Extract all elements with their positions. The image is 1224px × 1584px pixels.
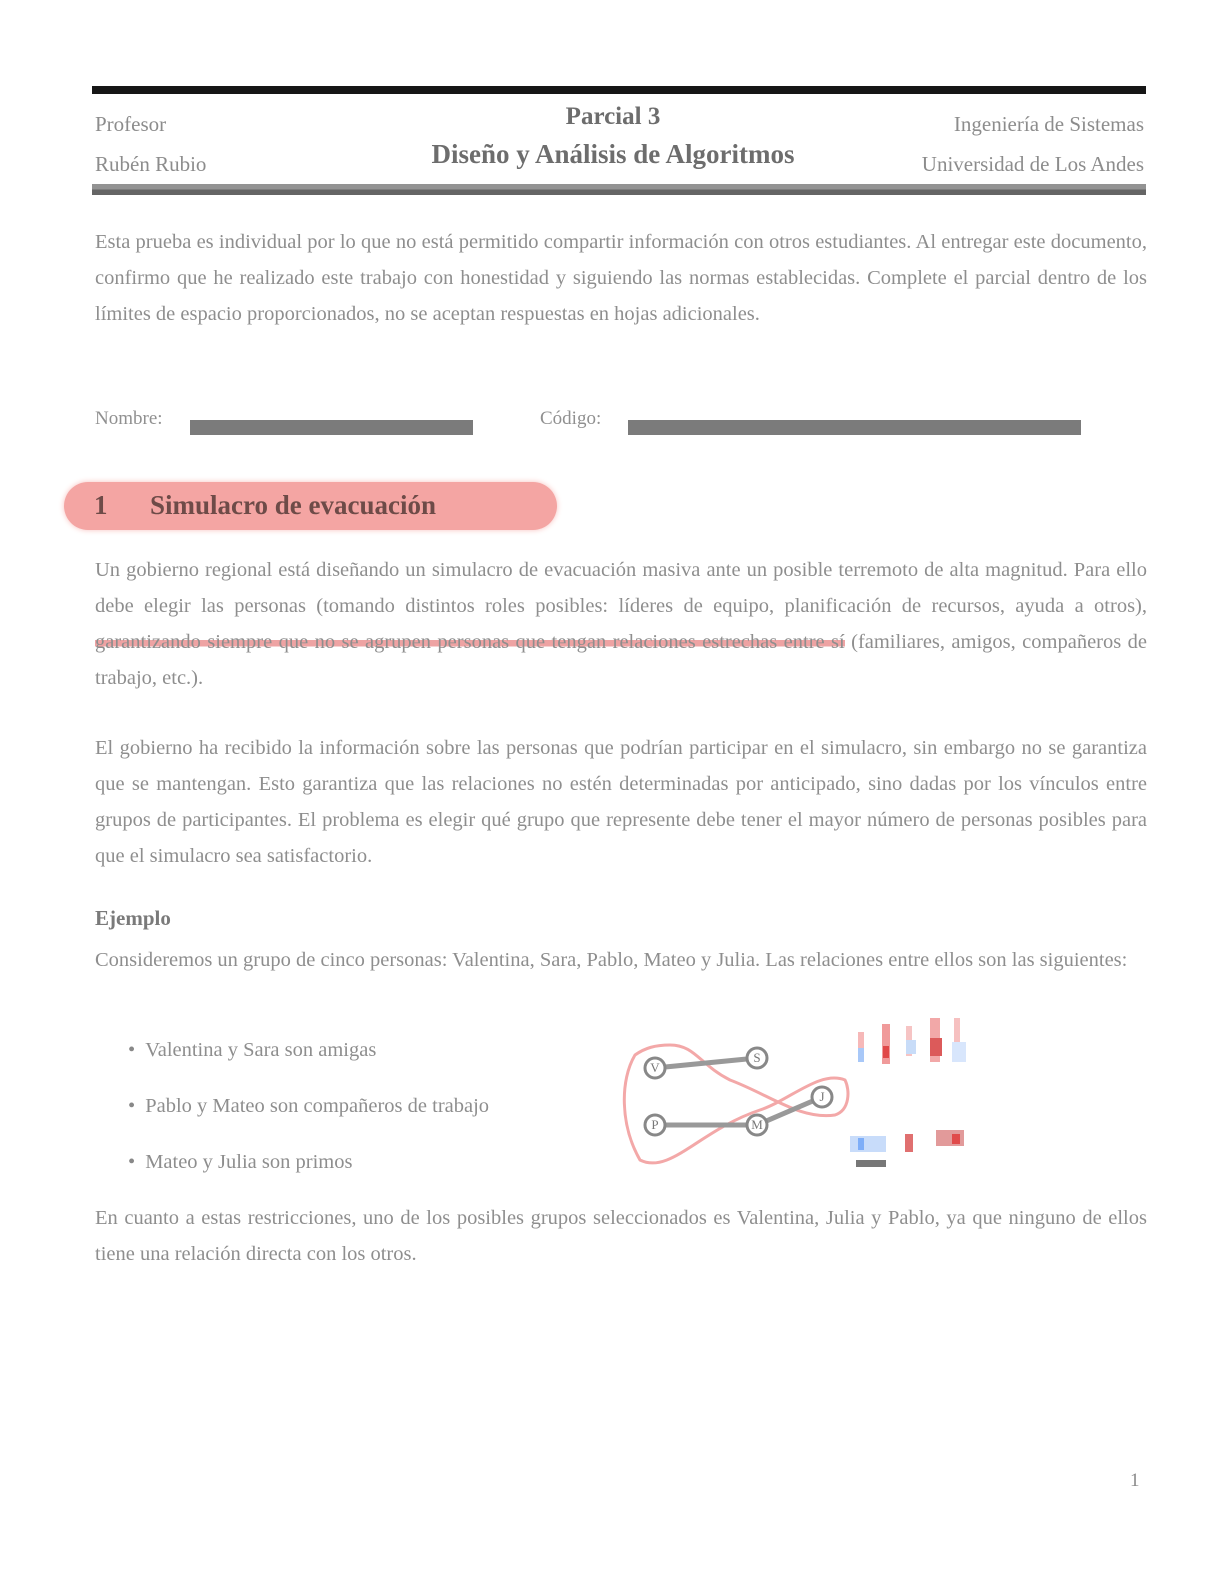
list-item: • Mateo y Julia son primos xyxy=(128,1142,489,1198)
header-left xyxy=(95,104,206,184)
header-rule-top xyxy=(92,86,1146,94)
edge-V-S xyxy=(655,1058,757,1068)
page-number: 1 xyxy=(1130,1470,1140,1491)
exam-title: Parcial 3 xyxy=(565,103,661,130)
department: Ingeniería de Sistemas xyxy=(953,112,1144,136)
node-label: S xyxy=(753,1050,761,1065)
node-label: M xyxy=(751,1117,763,1132)
list-item: • Valentina y Sara son amigas xyxy=(128,1030,489,1086)
course-title: Diseño y Análisis de Algoritmos xyxy=(431,139,795,169)
text: Un gobierno regional está diseñando un simulacro de evacuación masiva ante un posible terremoto de alta magnitud. Para ello debe elegir las personas (tomando distintos roles posibles: líderes de equipo, planificación de recursos, ayuda a otros), xyxy=(95,559,1147,617)
code-field[interactable] xyxy=(628,420,1081,435)
node-label: P xyxy=(651,1117,659,1132)
header-rule-bottom xyxy=(92,184,1146,195)
section-heading xyxy=(64,482,557,530)
node-label: J xyxy=(819,1089,825,1104)
example-intro: Consideremos un grupo de cinco personas: Valentina, Sara, Pablo, Mateo y Julia. Las relaciones entre ellos son las siguientes: xyxy=(95,949,1128,971)
problem-paragraph-2: El gobierno ha recibido la información sobre las personas que podrían participar en el simulacro, sin embargo no se garantiza que se mantengan. Esto garantiza que las relaciones no estén determinadas por anticipado, sino dadas por los vínculos entre grupos de participantes. El problema es elegir qué grupo que represente debe tener el mayor número de personas posibles para que el simulacro sea satisfactorio. xyxy=(95,737,1147,867)
highlighted-text: garantizando siempre que no se agrupen personas que tengan relaciones estrechas entre sí xyxy=(95,631,845,653)
university: Universidad de Los Andes xyxy=(921,152,1144,176)
text: (familiares, amigos, compañeros de trabajo, etc.). xyxy=(95,631,1147,689)
code-label: Código: xyxy=(540,408,602,429)
professor-name: Rubén Rubio xyxy=(95,152,207,176)
name-field[interactable] xyxy=(190,420,473,435)
name-label: Nombre: xyxy=(95,408,163,429)
node-label: V xyxy=(650,1060,660,1075)
relations-list xyxy=(128,1030,489,1198)
relations-graph xyxy=(600,1000,980,1170)
example-conclusion: En cuanto a estas restricciones, uno de los posibles grupos seleccionados es Valentina, Julia y Pablo, ya que ninguno de ellos tiene una relación directa con los otros. xyxy=(95,1207,1147,1265)
professor-label: Profesor xyxy=(95,112,167,136)
header-right xyxy=(922,104,1144,184)
intro-paragraph: Esta prueba es individual por lo que no está permitido compartir información con otros estudiantes. Al entregar este documento, confirmo que he realizado este trabajo con honestidad y siguiendo las normas establecidas. Complete el parcial dentro de los límites de espacio proporcionados, no se aceptan respuestas en hojas adicionales. xyxy=(95,231,1147,325)
header-center xyxy=(330,104,896,178)
section-number: 1 xyxy=(94,490,108,520)
list-item: • Pablo y Mateo son compañeros de trabajo xyxy=(128,1086,489,1142)
example-heading: Ejemplo xyxy=(95,906,171,930)
section-title: Simulacro de evacuación xyxy=(150,490,436,520)
problem-paragraph xyxy=(95,552,1147,696)
annotation-marks xyxy=(850,1018,966,1167)
